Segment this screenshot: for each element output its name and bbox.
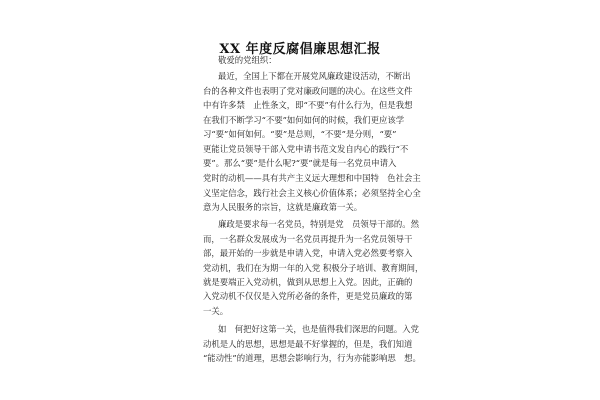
body-text-line: 敬爱的党组织： [218, 55, 277, 65]
body-text-line: 意为人民服务的宗旨，这就是廉政第一关。 [203, 202, 363, 212]
body-text-line: 习“要”如何如何。“要”是总则，“不要”是分则，“要” [203, 129, 397, 139]
body-text-line: 在我们不断学习“不要”如何如何的时候，我们更应该学 [203, 115, 405, 125]
body-text-line: 党时的动机——具有共产主义远大理想和中国特 色社会主 [203, 173, 421, 183]
body-text-line: 要”。那么“要”是什么呢?“要”就是每一名党员申请入 [203, 158, 397, 168]
body-text-line: 如 何把好这第一关，也是值得我们深思的问题。入党 [218, 324, 419, 334]
body-text-line: 义坚定信念，践行社会主义核心价值体系；必须坚持全心全 [203, 188, 421, 198]
body-text-line: 廉政是要求每一名党员，特别是党 员领导干部的。然 [218, 219, 419, 229]
body-text-line: 中有许多禁 止性条文，即“不要”有什么行为，但是我想 [203, 100, 413, 110]
body-text-line: 台的各种文件也表明了党对廉政问题的决心。在这些文件 [203, 86, 413, 96]
body-text-line: 党动机，我们在为期一年的入党 积极分子培训、教育期间， [203, 263, 424, 273]
body-text-line: 而，一名群众发展成为一名党员再提升为一名党员领导干 [203, 234, 413, 244]
body-text-line: 部，最开始的一步就是申请入党，申请入党必然要考察入 [203, 248, 413, 258]
body-text-line: 入党动机不仅仅是入党所必备的条件，更是党员廉政的第 [203, 291, 413, 301]
body-text-line: 更能让党员领导干部入党申请书范文发自内心的践行“不 [203, 144, 409, 154]
body-text-line: 一关。 [203, 306, 229, 316]
document-title: XX 年度反腐倡廉思想汇报 [219, 42, 381, 57]
body-text-line: “能动性”的道理，思想会影响行为，行为亦能影响思 想。 [203, 353, 421, 363]
body-text-line: 动机是人的思想，思想是最不好掌握的，但是，我们知道 [203, 339, 413, 349]
body-text-line: 最近，全国上下都在开展党风廉政建设活动，不断出 [218, 71, 411, 81]
body-text-line: 就是要端正入党动机，做到从思想上入党。因此，正确的 [203, 277, 413, 287]
